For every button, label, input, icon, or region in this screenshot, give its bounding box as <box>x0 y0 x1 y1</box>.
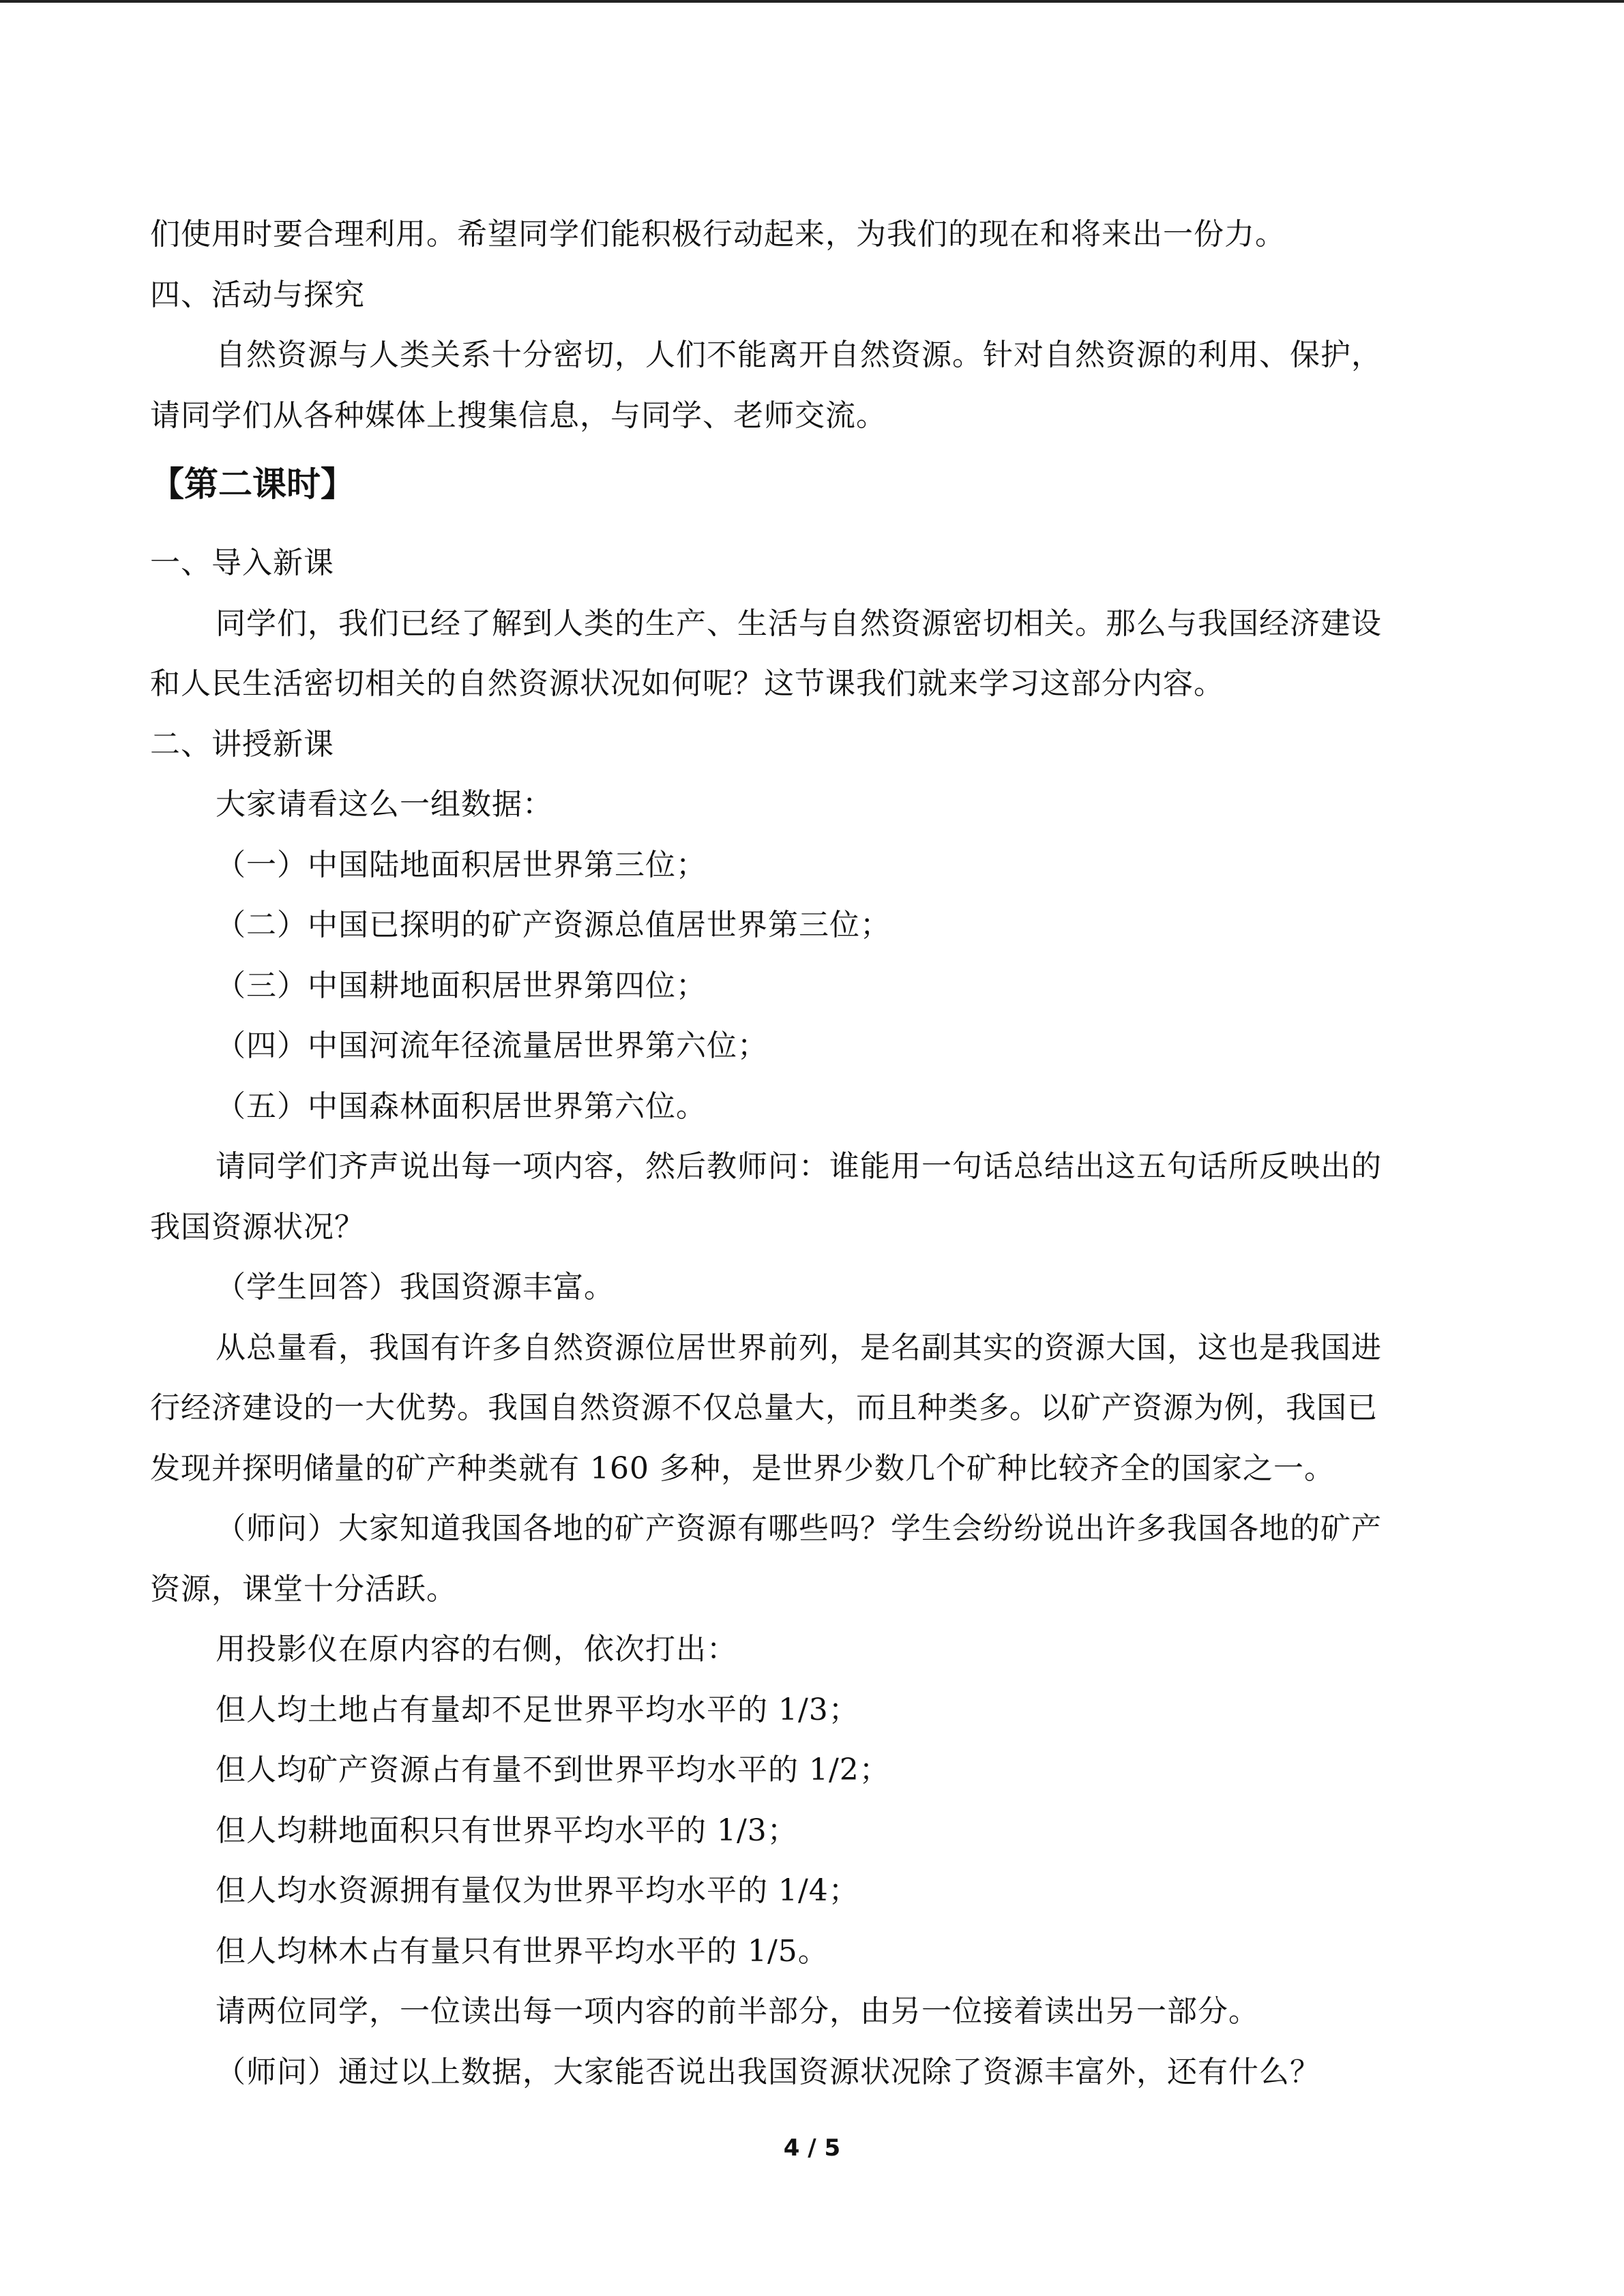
paragraph-line: 但人均耕地面积只有世界平均水平的 1/3； <box>216 1813 798 1848</box>
page-top-border <box>0 0 1624 3</box>
paragraph-line: 发现并探明储量的矿产种类就有 160 多种，是世界少数几个矿种比较齐全的国家之一。 <box>150 1450 1335 1486</box>
paragraph-line: （二）中国已探明的矿产资源总值居世界第三位； <box>216 908 891 942</box>
paragraph-line: （四）中国河流年径流量居世界第六位； <box>216 1028 768 1063</box>
paragraph-line: 请两位同学，一位读出每一项内容的前半部分，由另一位接着读出另一部分。 <box>216 1994 1259 2029</box>
paragraph-line: （师问）通过以上数据，大家能否说出我国资源状况除了资源丰富外，还有什么？ <box>216 2054 1320 2089</box>
paragraph-line: 自然资源与人类关系十分密切，人们不能离开自然资源。针对自然资源的利用、保护， <box>216 338 1382 372</box>
paragraph-line: 资源，课堂十分活跃。 <box>150 1571 457 1607</box>
text-block-before-heading <box>150 205 1466 446</box>
paragraph-line: 同学们，我们已经了解到人类的生产、生活与自然资源密切相关。那么与我国经济建设 <box>216 606 1382 641</box>
paragraph-line: 请同学们齐声说出每一项内容，然后教师问：谁能用一句话总结出这五句话所反映出的 <box>216 1149 1382 1184</box>
paragraph-line: 四、活动与探究 <box>150 277 365 312</box>
page-number: 4 / 5 <box>783 2134 841 2162</box>
paragraph-line: 行经济建设的一大优势。我国自然资源不仅总量大，而且种类多。以矿产资源为例，我国已 <box>150 1390 1378 1425</box>
paragraph-line: 二、讲授新课 <box>150 726 334 762</box>
paragraph-line: 但人均林木占有量只有世界平均水平的 1/5。 <box>216 1933 829 1969</box>
paragraph-line: 和人民生活密切相关的自然资源状况如何呢？这节课我们就来学习这部分内容。 <box>150 666 1224 701</box>
paragraph-line: 从总量看，我国有许多自然资源位居世界前列，是名副其实的资源大国，这也是我国进 <box>216 1330 1382 1365</box>
document-page <box>150 205 1466 2102</box>
paragraph-line: （三）中国耕地面积居世界第四位； <box>216 968 707 1003</box>
paragraph-line: 一、导入新课 <box>150 546 334 580</box>
paragraph-line: 用投影仪在原内容的右侧，依次打出： <box>216 1632 737 1667</box>
paragraph-line: 但人均水资源拥有量仅为世界平均水平的 1/4； <box>216 1873 859 1908</box>
paragraph-line: 请同学们从各种媒体上搜集信息，与同学、老师交流。 <box>150 398 887 433</box>
paragraph-line: 我国资源状况？ <box>150 1209 365 1244</box>
paragraph-line: 但人均土地占有量却不足世界平均水平的 1/3； <box>216 1692 859 1727</box>
paragraph-line: 大家请看这么一组数据： <box>216 787 553 822</box>
paragraph-line: （学生回答）我国资源丰富。 <box>216 1270 615 1304</box>
paragraph-line: 但人均矿产资源占有量不到世界平均水平的 1/2； <box>216 1753 890 1787</box>
paragraph-line: （五）中国森林面积居世界第六位。 <box>216 1088 707 1124</box>
paragraph-line: （一）中国陆地面积居世界第三位； <box>216 847 707 882</box>
text-block-after-heading <box>150 533 1466 2102</box>
section-heading: 【第二课时】 <box>150 464 355 504</box>
paragraph-line: （师问）大家知道我国各地的矿产资源有哪些吗？学生会纷纷说出许多我国各地的矿产 <box>216 1511 1382 1546</box>
paragraph-line: 们使用时要合理利用。希望同学们能积极行动起来，为我们的现在和将来出一份力。 <box>150 217 1286 252</box>
